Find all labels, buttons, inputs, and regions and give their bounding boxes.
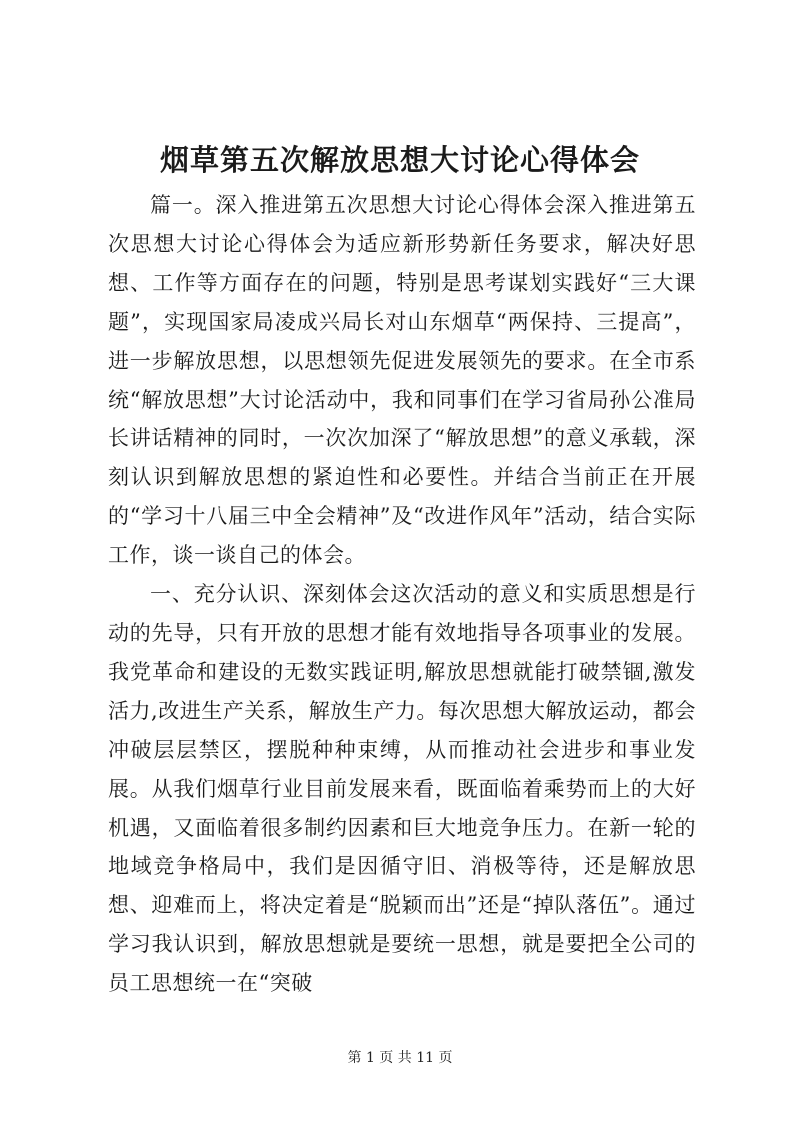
- document-body: [108, 186, 696, 1003]
- paragraph-1: 篇一。深入推进第五次思想大讨论心得体会深入推进第五次思想大讨论心得体会为适应新形势新任务要求，解决好思想、工作等方面存在的问题，特别是思考谋划实践好“三大课题”，实现国家局凌成兴局长对山东烟草“两保持、三提高”，进一步解放思想，以思想领先促进发展领先的要求。在全市系统“解放思想”大讨论活动中，我和同事们在学习省局孙公准局长讲话精神的同时，一次次加深了“解放思想”的意义承载，深刻认识到解放思想的紧迫性和必要性。并结合当前正在开展的“学习十八届三中全会精神”及“改进作风年”活动，结合实际工作，谈一谈自己的体会。: [108, 193, 696, 568]
- paragraph-2: 一、充分认识、深刻体会这次活动的意义和实质思想是行动的先导，只有开放的思想才能有效地指导各项事业的发展。我党革命和建设的无数实践证明,解放思想就能打破禁锢,激发活力,改进生产关系，解放生产力。每次思想大解放运动，都会冲破层层禁区，摆脱种种束缚，从而推动社会进步和事业发展。从我们烟草行业目前发展来看，既面临着乘势而上的大好机遇，又面临着很多制约因素和巨大地竞争压力。在新一轮的地域竞争格局中，我们是因循守旧、消极等待，还是解放思想、迎难而上，将决定着是“脱颖而出”还是“掉队落伍”。通过学习我认识到，解放思想就是要统一思想，就是要把全公司的员工思想统一在“突破: [108, 582, 696, 996]
- page-footer: 第 1 页 共 11 页: [347, 1050, 453, 1066]
- document-title: 烟草第五次解放思想大讨论心得体会: [159, 143, 640, 177]
